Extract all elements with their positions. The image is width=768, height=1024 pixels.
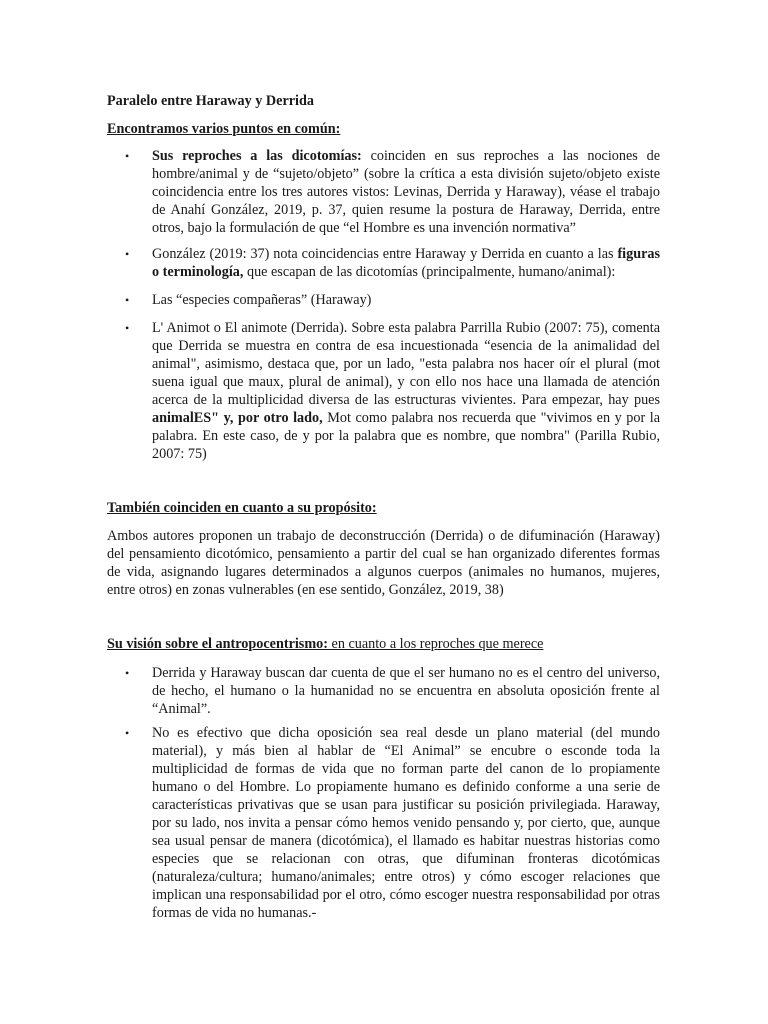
list-item-bold: animalES" y, por otro lado, <box>152 410 323 426</box>
list-item-text: No es efectivo que dicha oposición sea real desde un plano material (del mundo material), y más bien al hablar de “El Animal” se encubre o esconde toda la multiplicidad de formas de vida que no forman parte del canon de lo propiamente humano o del Hombre. Lo propiamente humano es definido conforme a una serie de características privativas que se usan para justificar su posición privilegiada. Haraway, por su lado, nos invita a pensar cómo hemos venido pensando y, por cierto, que, aunque sea usual pensar de manera (dicotómica), el llamado es habitar nuestras historias como especies que se relacionan con otras, que difuminan fronteras dicotómicas (naturaleza/cultura; humano/animales; entre otros) y cómo escoger relaciones que implican una responsabilidad por el otro, cómo escoger nuestra responsabilidad por otras formas de vida no humanas.- <box>152 725 660 921</box>
bullet-icon: • <box>125 247 130 261</box>
section-heading-common-points: Encontramos varios puntos en común: <box>107 121 341 137</box>
list-item-text: Las “especies compañeras” (Haraway) <box>152 292 372 308</box>
list-item-bold: figuras o terminología, <box>152 246 660 280</box>
bullet-icon: • <box>125 293 130 307</box>
list-item <box>125 147 660 237</box>
list-item-text: L' Animot o El animote (Derrida). Sobre esta palabra Parrilla Rubio (2007: 75), comenta que Derrida se muestra en contra de esa incuestionada “esencia de la animalidad del animal", asimismo, destaca que, por un lado, "esta palabra nos hacer oír el plural (mot suena igual que maux, plural de animal), y con ello nos hace una llamada de atención acerca de la multiplicidad diversa de las estructuras vivientes. Para empezar, hay pues <box>152 320 660 408</box>
list-item <box>125 291 660 309</box>
list-item-text: Mot como palabra nos recuerda que "vivimos en y por la palabra. En este caso, de y por la palabra que es nombre, que nombra" (Parilla Rubio, 2007: 75) <box>152 410 660 462</box>
list-item <box>125 245 660 281</box>
list-item-text: González (2019: 37) nota coincidencias entre Haraway y Derrida en cuanto a las <box>152 246 618 262</box>
section-heading-purpose: También coinciden en cuanto a su propósito: <box>107 500 377 516</box>
list-item-text: que escapan de las dicotomías (principalmente, humano/animal): <box>243 264 616 280</box>
document-title: Paralelo entre Haraway y Derrida <box>107 93 314 109</box>
section-heading-label: Su visión sobre el antropocentrismo: <box>107 636 328 652</box>
list-item <box>125 319 660 463</box>
purpose-paragraph: Ambos autores proponen un trabajo de deconstrucción (Derrida) o de difuminación (Haraway) del pensamiento dicotómico, pensamiento a partir del cual se han organizado diferentes formas de vida, asignando lugares determinados a algunos cuerpos (animales no humanos, mujeres, entre otros) en zonas vulnerables (en ese sentido, González, 2019, 38) <box>107 528 660 598</box>
list-item <box>125 724 660 922</box>
bullet-icon: • <box>125 726 130 740</box>
bullet-icon: • <box>125 321 130 335</box>
list-item-bold: Sus reproches a las dicotomías: <box>152 148 362 164</box>
section-heading-tail: en cuanto a los reproches que merece <box>327 636 544 652</box>
section-heading-anthropocentrism <box>107 635 543 653</box>
list-item <box>125 664 660 718</box>
list-item-text: coinciden en sus reproches a las nociones de hombre/animal y de “sujeto/objeto” (sobre la crítica a esta división sujeto/objeto existe coincidencia entre los tres autores vistos: Levinas, Derrida y Haraway), véase el trabajo de Anahí González, 2019, p. 37, quien resume la postura de Haraway, Derrida, entre otros, bajo la formulación de que “el Hombre es una invención normativa” <box>152 148 661 236</box>
bullet-icon: • <box>125 149 130 163</box>
bullet-icon: • <box>125 666 130 680</box>
list-item-text: Derrida y Haraway buscan dar cuenta de que el ser humano no es el centro del universo, de hecho, el humano o la humanidad no se encuentra en absoluta oposición frente al “Animal”. <box>152 665 660 717</box>
